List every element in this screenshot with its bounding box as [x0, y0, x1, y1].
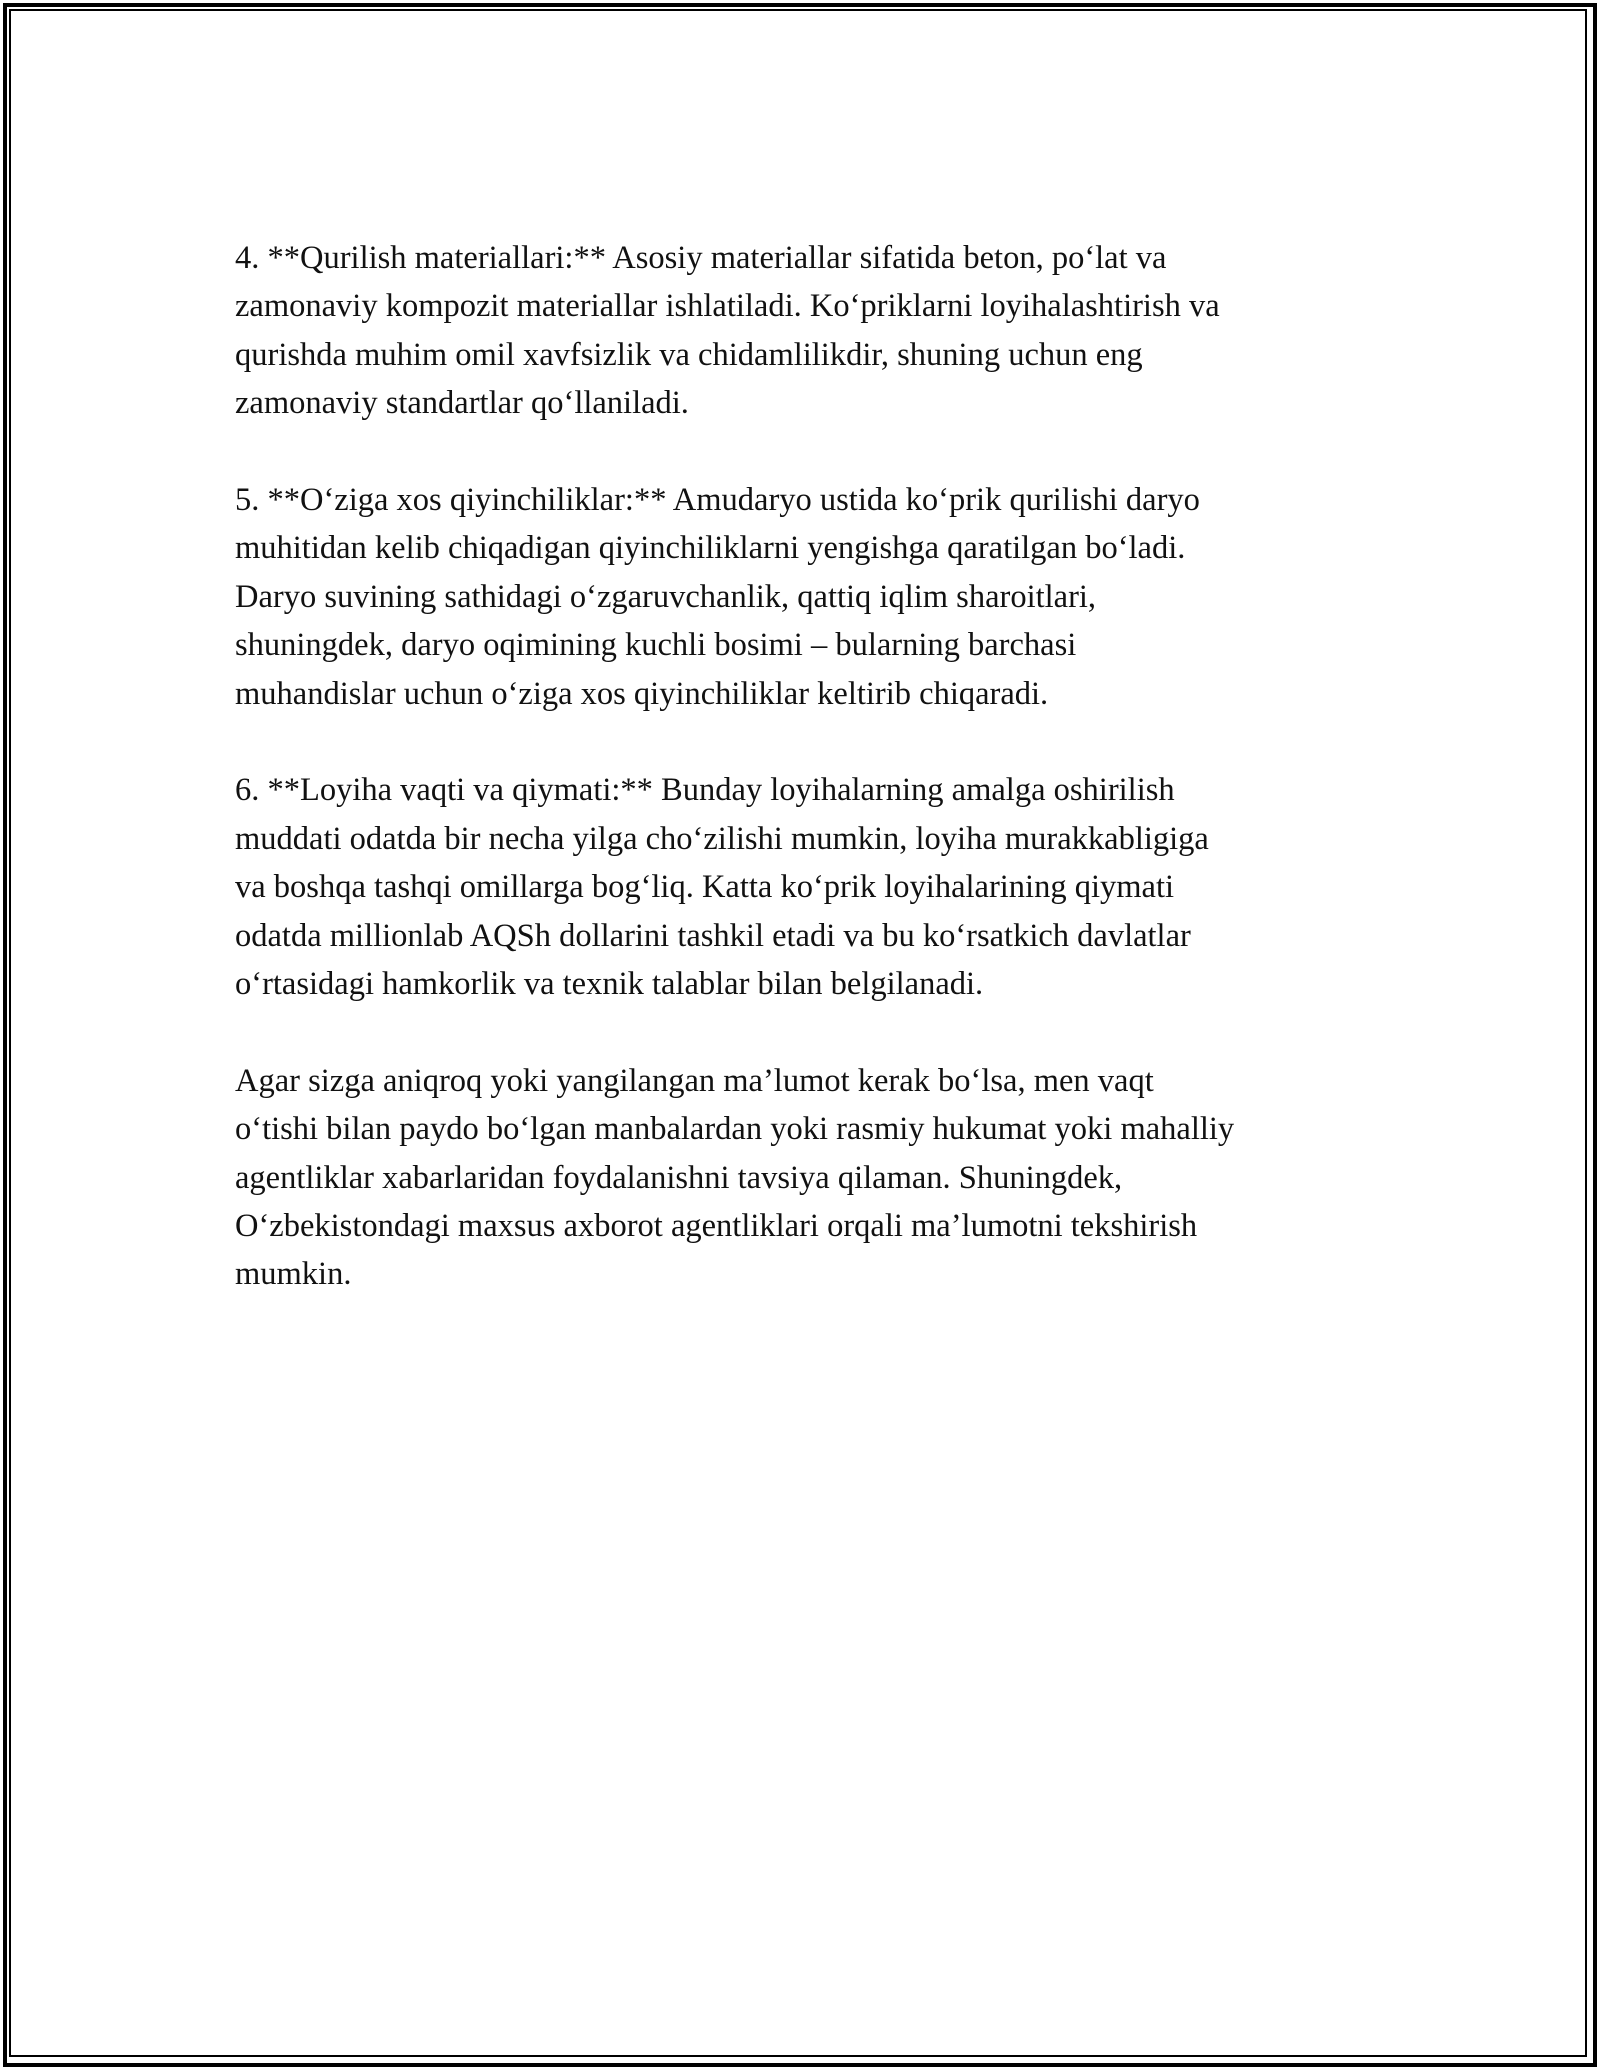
text-line: o‘rtasidagi hamkorlik va texnik talablar bilan belgilanadi. — [235, 966, 984, 1003]
text-line: agentliklar xabarlaridan foydalanishni tavsiya qilaman. Shuningdek, — [235, 1159, 1123, 1196]
text-line: muddati odatda bir necha yilga cho‘zilishi mumkin, loyiha murakkabligiga — [235, 820, 1209, 857]
paragraph-specific-challenges — [235, 476, 1405, 718]
paragraph-project-time-cost — [235, 766, 1405, 1008]
text-line: muhitidan kelib chiqadigan qiyinchiliklarni yengishga qaratilgan bo‘ladi. — [235, 530, 1186, 567]
text-line: 4. **Qurilish materiallari:** Asosiy materiallar sifatida beton, po‘lat va — [235, 240, 1167, 276]
text-line: qurishda muhim omil xavfsizlik va chidamlilikdir, shuning uchun eng — [235, 336, 1143, 373]
text-line: zamonaviy kompozit materiallar ishlatiladi. Ko‘priklarni loyihalashtirish va — [235, 288, 1220, 325]
text-line: Daryo suvining sathidagi o‘zgaruvchanlik, qattiq iqlim sharoitlari, — [235, 578, 1097, 615]
document-body — [235, 234, 1405, 1347]
text-line: muhandislar uchun o‘ziga xos qiyinchiliklar keltirib chiqaradi. — [235, 675, 1049, 712]
text-line: 5. **O‘ziga xos qiyinchiliklar:** Amudaryo ustida ko‘prik qurilishi daryo — [235, 482, 1200, 519]
text-line: Agar sizga aniqroq yoki yangilangan ma’lumot kerak bo‘lsa, men vaqt — [235, 1062, 1154, 1099]
text-line: O‘zbekistondagi maxsus axborot agentliklari orqali ma’lumotni tekshirish — [235, 1208, 1198, 1245]
text-line: odatda millionlab AQSh dollarini tashkil etadi va bu ko‘rsatkich davlatlar — [235, 917, 1191, 954]
text-line: zamonaviy standartlar qo‘llaniladi. — [235, 385, 689, 422]
text-line: va boshqa tashqi omillarga bog‘liq. Katta ko‘prik loyihalarining qiymati — [235, 869, 1175, 906]
paragraph-closing-note — [235, 1057, 1405, 1299]
text-line: shuningdek, daryo oqimining kuchli bosimi – bularning barchasi — [235, 627, 1077, 664]
text-line: o‘tishi bilan paydo bo‘lgan manbalardan yoki rasmiy hukumat yoki mahalliy — [235, 1111, 1235, 1148]
text-line: 6. **Loyiha vaqti va qiymati:** Bunday loyihalarning amalga oshirilish — [235, 772, 1175, 809]
text-line: mumkin. — [235, 1256, 352, 1293]
paragraph-construction-materials — [235, 234, 1405, 428]
